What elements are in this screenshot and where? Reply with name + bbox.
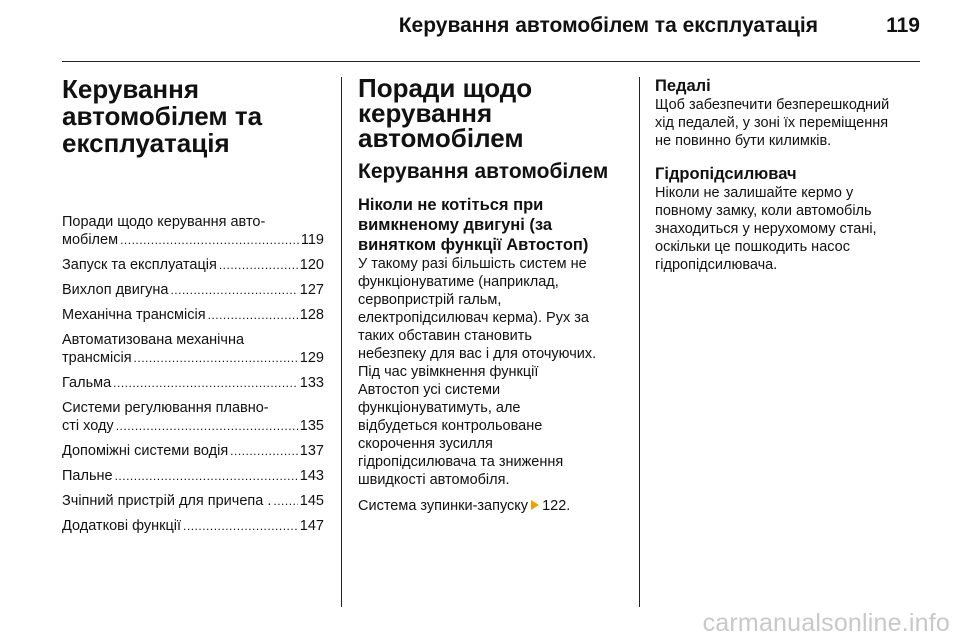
chapter-title-line: експлуатація <box>62 128 230 158</box>
toc-entry-text: Гальма <box>62 375 112 391</box>
section-title-line: керування <box>358 98 493 128</box>
toc-entry-page: 128 <box>299 307 324 323</box>
toc-entry-brakes[interactable] <box>62 374 324 392</box>
table-of-contents <box>62 213 324 535</box>
body-line: відбудеться контрольоване <box>358 418 543 434</box>
toc-leader-dots <box>113 374 298 392</box>
toc-entry-starting[interactable] <box>62 256 324 274</box>
column-divider-right <box>639 77 640 607</box>
toc-entry-text: сті ходу <box>62 418 114 434</box>
toc-entry-page: 129 <box>299 350 324 366</box>
toc-entry-text: мобілем <box>62 232 119 248</box>
chapter-title <box>62 76 324 157</box>
toc-leader-dots <box>115 467 298 485</box>
body-line: функціонуватиме (наприклад, <box>358 274 559 290</box>
section-title <box>358 73 628 153</box>
reference-page: 122. <box>542 498 571 514</box>
chapter-title-line: автомобілем та <box>62 101 263 131</box>
body-line: швидкості автомобіля. <box>358 472 510 488</box>
section-column <box>358 73 628 515</box>
section-title-line: Поради щодо <box>358 73 533 103</box>
page-number: 119 <box>886 14 920 37</box>
toc-entry-text: Автоматизована механічна <box>62 332 245 348</box>
toc-entry-page: 127 <box>299 282 324 298</box>
toc-leader-dots <box>170 281 297 299</box>
notes-column <box>655 76 923 274</box>
toc-entry-additional-functions[interactable] <box>62 517 324 535</box>
body-line: скорочення зусилля <box>358 436 493 452</box>
toc-entry-page: 143 <box>299 468 324 484</box>
toc-leader-dots <box>273 492 297 510</box>
pedals-heading: Педалі <box>655 77 711 95</box>
toc-entry-text: Механічна трансмісія <box>62 307 206 323</box>
body-line: гідропідсилювача та зниження <box>358 454 564 470</box>
toc-leader-dots <box>230 442 298 460</box>
toc-leader-dots <box>183 517 298 535</box>
running-header-title: Керування автомобілем та експлуатація <box>398 14 818 37</box>
body-line: небезпеку для вас і для оточуючих. <box>358 346 597 362</box>
chapter-title-line: Керування <box>62 74 200 104</box>
body-line: Щоб забезпечити безперешкодний <box>655 97 890 113</box>
toc-entry-driver-assistance[interactable] <box>62 442 324 460</box>
body-line: Ніколи не залишайте кермо у <box>655 185 854 201</box>
body-line: У такому разі більшість систем не <box>358 256 587 272</box>
body-line: електропідсилювач керма). Рух за <box>358 310 589 326</box>
body-line: знаходиться у нерухомому стані, <box>655 221 877 237</box>
toc-entry-text: Вихлоп двигуна <box>62 282 169 298</box>
toc-entry-text: Пальне <box>62 468 113 484</box>
toc-entry-manual-transmission[interactable] <box>62 306 324 324</box>
toc-entry-text: Допоміжні системи водія <box>62 443 229 459</box>
body-line: оскільки це пошкодить насос <box>655 239 850 255</box>
toc-entry-text: Запуск та експлуатація <box>62 257 217 273</box>
never-coast-heading <box>358 195 628 255</box>
body-line: сервопристрій гальм, <box>358 292 502 308</box>
toc-leader-dots <box>208 306 298 324</box>
reference-text: Система зупинки-запуску <box>358 498 529 514</box>
toc-entry-ride-control[interactable] <box>62 399 324 435</box>
stop-start-reference[interactable] <box>358 497 628 515</box>
column-divider-left <box>341 77 342 607</box>
toc-entry-fuel[interactable] <box>62 467 324 485</box>
subsection-title: Керування автомобілем <box>358 160 609 183</box>
toc-entry-page: 137 <box>299 443 324 459</box>
toc-entry-text: Системи регулювання плавно- <box>62 400 269 416</box>
body-line: Автостоп усі системи <box>358 382 501 398</box>
toc-leader-dots <box>134 349 298 367</box>
watermark: carmanualsonline.info <box>702 609 950 637</box>
toc-entry-automated-transmission[interactable] <box>62 331 324 367</box>
toc-entry-page: 135 <box>299 418 324 434</box>
toc-entry-page: 145 <box>299 493 324 509</box>
body-line: таких обставин становить <box>358 328 532 344</box>
toc-entry-page: 147 <box>299 518 324 534</box>
heading-line: винятком функції Автостоп) <box>358 236 589 254</box>
toc-entry-text: Додаткові функції <box>62 518 182 534</box>
chapter-column <box>62 76 324 542</box>
toc-entry-page: 120 <box>299 257 324 273</box>
toc-entry-text: Зчіпний пристрій для причепа . <box>62 493 272 509</box>
toc-entry-towing[interactable] <box>62 492 324 510</box>
body-line: гідропідсилювача. <box>655 257 778 273</box>
power-steering-body <box>655 184 923 274</box>
toc-entry-page: 119 <box>300 232 324 248</box>
header-rule <box>62 61 920 62</box>
heading-line: Ніколи не котіться при <box>358 196 544 214</box>
toc-entry-driving-hints[interactable] <box>62 213 324 249</box>
body-line: функціонуватимуть, але <box>358 400 521 416</box>
toc-entry-exhaust[interactable] <box>62 281 324 299</box>
toc-entry-text: Поради щодо керування авто- <box>62 214 266 230</box>
body-line: повному замку, коли автомобіль <box>655 203 872 219</box>
section-title-line: автомобілем <box>358 123 524 153</box>
pedals-body <box>655 96 923 150</box>
heading-line: вимкненому двигуні (за <box>358 216 553 234</box>
toc-leader-dots <box>116 417 298 435</box>
never-coast-body <box>358 255 628 489</box>
body-line: хід педалей, у зоні їх переміщення <box>655 115 889 131</box>
toc-entry-page: 133 <box>299 375 324 391</box>
power-steering-heading: Гідропідсилювач <box>655 165 797 183</box>
body-line: не повинно бути килимків. <box>655 133 832 149</box>
toc-entry-text: трансмісія <box>62 350 132 366</box>
toc-leader-dots <box>120 231 299 249</box>
arrow-reference-icon <box>531 500 539 510</box>
toc-leader-dots <box>219 256 298 274</box>
body-line: Під час увімкнення функції <box>358 364 539 380</box>
